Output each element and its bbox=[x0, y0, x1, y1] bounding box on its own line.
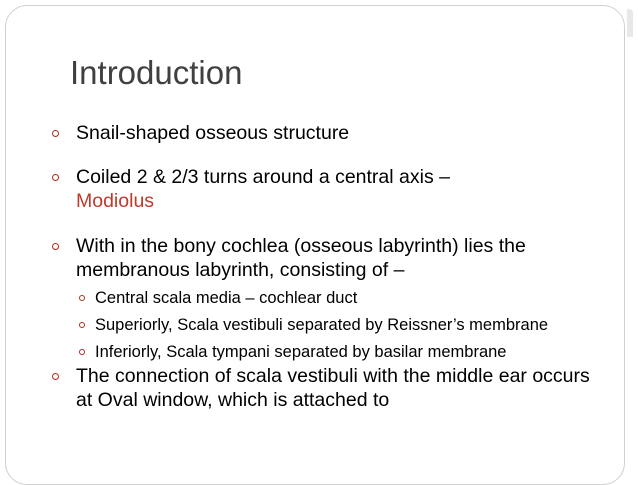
bullet-highlight-term: Modiolus bbox=[76, 190, 155, 212]
sub-bullet-text: Inferiorly, Scala tympani separated by basilar membrane bbox=[95, 343, 507, 361]
bullet-item bbox=[49, 121, 594, 145]
sub-bullet-marker-icon bbox=[79, 349, 85, 355]
bullet-marker-icon bbox=[52, 130, 59, 137]
sub-bullet-marker-icon bbox=[79, 295, 85, 301]
bullet-marker-icon bbox=[52, 373, 59, 380]
slide-content bbox=[49, 121, 594, 412]
sub-bullet-item bbox=[77, 314, 594, 336]
sub-bullet-item bbox=[77, 287, 594, 309]
bullet-text: Snail-shaped osseous structure bbox=[76, 122, 350, 144]
bullet-text: Coiled 2 & 2/3 turns around a central axis – bbox=[76, 166, 450, 188]
bullet-marker-icon bbox=[52, 174, 59, 181]
sub-bullet-text: Central scala media – cochlear duct bbox=[95, 289, 358, 307]
bullet-item bbox=[49, 165, 594, 213]
bullet-text: With in the bony cochlea (osseous labyrinth) lies the membranous labyrinth, consisting of – bbox=[76, 235, 526, 281]
sub-bullet-item bbox=[77, 341, 594, 363]
bullet-item bbox=[49, 364, 594, 412]
sub-bullet-marker-icon bbox=[79, 322, 85, 328]
bullet-text: The connection of scala vestibuli with the middle ear occurs at Oval window, which is attached to bbox=[76, 365, 590, 411]
sub-bullet-text: Superiorly, Scala vestibuli separated by Reissner’s membrane bbox=[95, 316, 549, 334]
slide-title: Introduction bbox=[70, 54, 243, 91]
bullet-marker-icon bbox=[52, 243, 59, 250]
bullet-item bbox=[49, 234, 594, 282]
slide-accent-bar bbox=[627, 9, 633, 37]
